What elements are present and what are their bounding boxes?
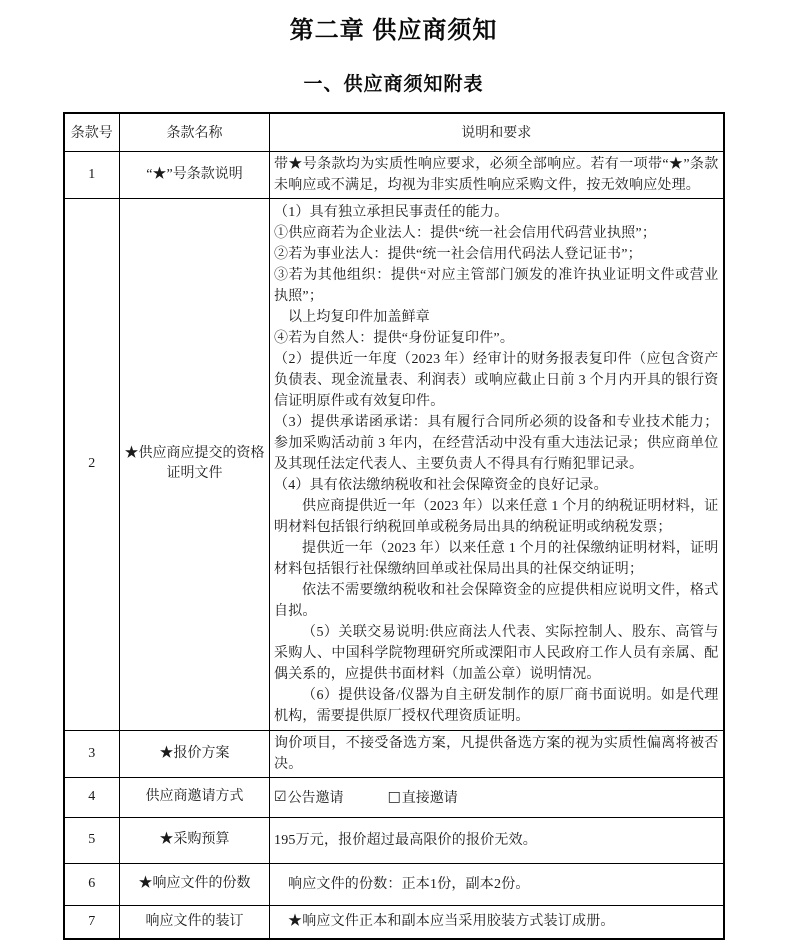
clause-name-cell: ★采购预算 bbox=[120, 817, 270, 863]
option-unchecked bbox=[388, 787, 458, 807]
desc-paragraph: （4）具有依法缴纳税收和社会保障资金的良好记录。 bbox=[274, 477, 608, 493]
supplier-notice-table bbox=[63, 112, 725, 940]
desc-paragraph: ④若为自然人：提供“身份证复印件”。 bbox=[274, 330, 515, 346]
header-clause-no: 条款号 bbox=[64, 113, 120, 151]
desc-paragraph: 供应商提供近一年（2023 年）以来任意 1 个月的纳税证明材料，证明材料包括银行纳税回单或税务局出具的纳税证明或纳税发票； bbox=[274, 498, 719, 535]
table-row bbox=[64, 151, 724, 198]
table-row bbox=[64, 777, 724, 817]
clause-name-cell: 供应商邀请方式 bbox=[120, 777, 270, 817]
clause-no-cell: 6 bbox=[64, 863, 120, 905]
clause-no-cell: 4 bbox=[64, 777, 120, 817]
desc-paragraph: ①供应商若为企业法人：提供“统一社会信用代码营业执照”； bbox=[274, 225, 657, 241]
invitation-options bbox=[274, 787, 719, 807]
desc-paragraph: ③若为其他组织：提供“对应主管部门颁发的准许执业证明文件或营业执照”； bbox=[274, 267, 719, 304]
option-checked bbox=[274, 787, 344, 807]
table-row bbox=[64, 730, 724, 777]
clause-name-cell: ★报价方案 bbox=[120, 730, 270, 777]
clause-name-cell: 响应文件的装订 bbox=[120, 905, 270, 939]
table-body bbox=[64, 151, 724, 939]
checked-checkbox-icon: ☑ bbox=[274, 789, 287, 805]
desc-paragraph: （6）提供设备/仪器为自主研发制作的原厂商书面说明。如是代理机构，需要提供原厂授权代理资质证明。 bbox=[274, 687, 719, 724]
clause-name-cell: “★”号条款说明 bbox=[120, 151, 270, 198]
desc-paragraph: 以上均复印件加盖鲜章 bbox=[288, 309, 430, 325]
desc-paragraph: 195万元，报价超过最高限价的报价无效。 bbox=[274, 832, 537, 848]
table-header-row bbox=[64, 113, 724, 151]
desc-paragraph: 响应文件的份数：正本1份，副本2份。 bbox=[288, 876, 530, 892]
clause-no-cell: 1 bbox=[64, 151, 120, 198]
desc-paragraph: 询价项目，不接受备选方案，凡提供备选方案的视为实质性偏离将被否决。 bbox=[274, 735, 719, 772]
clause-desc-cell bbox=[270, 777, 724, 817]
section-title: 一、供应商须知附表 bbox=[303, 74, 484, 95]
unchecked-checkbox-icon: □ bbox=[387, 789, 401, 805]
table-row bbox=[64, 817, 724, 863]
clause-desc-cell bbox=[270, 198, 724, 730]
chapter-title: 第二章 供应商须知 bbox=[289, 17, 498, 44]
clause-no-cell: 3 bbox=[64, 730, 120, 777]
desc-paragraph: ②若为事业法人：提供“统一社会信用代码法人登记证书”； bbox=[274, 246, 642, 262]
desc-paragraph: 带★号条款均为实质性响应要求，必须全部响应。若有一项带“★”条款未响应或不满足，均视为非实质性响应采购文件，按无效响应处理。 bbox=[274, 156, 719, 193]
desc-paragraph: 依法不需要缴纳税收和社会保障资金的应提供相应说明文件，格式自拟。 bbox=[274, 582, 719, 619]
desc-paragraph: （1）具有独立承担民事责任的能力。 bbox=[274, 204, 509, 220]
desc-paragraph: 提供近一年（2023 年）以来任意 1 个月的社保缴纳证明材料，证明材料包括银行社保缴纳回单或社保局出具的社保交纳证明； bbox=[274, 540, 719, 577]
header-clause-name: 条款名称 bbox=[120, 113, 270, 151]
desc-paragraph: （5）关联交易说明:供应商法人代表、实际控制人、股东、高管与采购人、中国科学院物理研究所或溧阳市人民政府工作人员有亲属、配偶关系的，应提供书面材料（加盖公章）说明情况。 bbox=[274, 624, 719, 682]
table-row bbox=[64, 198, 724, 730]
clause-desc-cell bbox=[270, 730, 724, 777]
clause-name-cell: ★响应文件的份数 bbox=[120, 863, 270, 905]
header-description: 说明和要求 bbox=[270, 113, 724, 151]
checkbox-label: 直接邀请 bbox=[401, 791, 458, 806]
clause-name-cell: ★供应商应提交的资格证明文件 bbox=[120, 198, 270, 730]
clause-desc-cell bbox=[270, 863, 724, 905]
clause-no-cell: 7 bbox=[64, 905, 120, 939]
clause-desc-cell bbox=[270, 151, 724, 198]
clause-desc-cell bbox=[270, 905, 724, 939]
desc-paragraph: （3）提供承诺函承诺：具有履行合同所必须的设备和专业技术能力；参加采购活动前 3 年内，在经营活动中没有重大违法记录；供应商单位及其现任法定代表人、主要负责人不得具有行贿犯罪记录。 bbox=[274, 414, 719, 472]
desc-paragraph: ★响应文件正本和副本应当采用胶装方式装订成册。 bbox=[288, 914, 615, 930]
desc-paragraph: （2）提供近一年度（2023 年）经审计的财务报表复印件（应包含资产负债表、现金流量表、利润表）或响应截止日前 3 个月内开具的银行资信证明原件或有效复印件。 bbox=[274, 351, 719, 409]
table-row bbox=[64, 905, 724, 939]
clause-no-cell: 5 bbox=[64, 817, 120, 863]
clause-no-cell: 2 bbox=[64, 198, 120, 730]
checkbox-label: 公告邀请 bbox=[287, 791, 344, 806]
table-row bbox=[64, 863, 724, 905]
clause-desc-cell bbox=[270, 817, 724, 863]
